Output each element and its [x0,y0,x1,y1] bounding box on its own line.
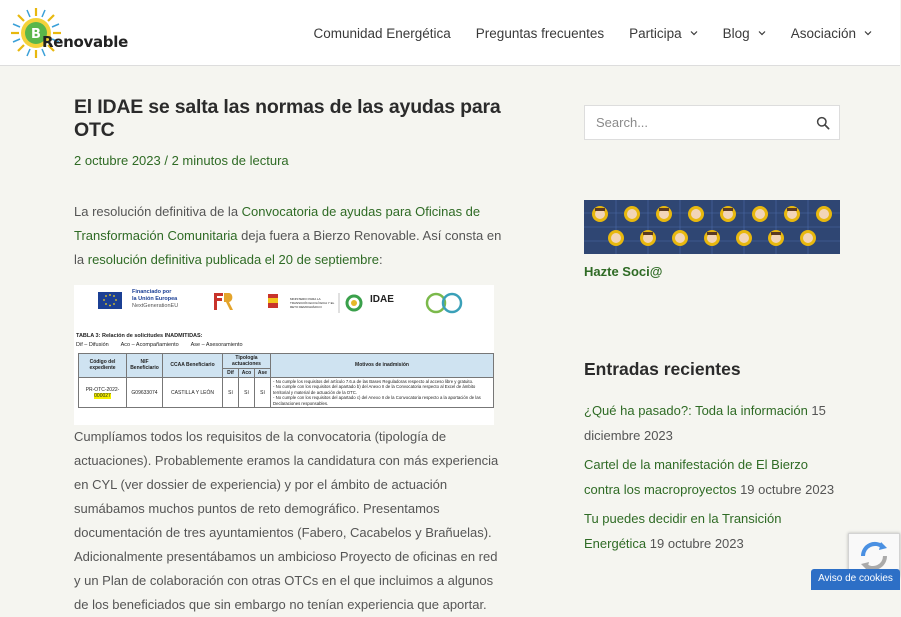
nav-comunidad-energetica[interactable] [313,26,450,41]
search-box [584,105,840,140]
chevron-down-icon [758,29,766,37]
recent-post-title: ¿Qué ha pasado?: Toda la información [584,403,808,418]
post-meta [74,153,502,168]
motivo-line: - No cumple con los requisitos del apartado c) del Anexo II de la Convocatoria respecto a la aportación de las Declaraciones responsables. [273,395,481,406]
logo-text: Renovable [42,33,128,51]
table-cell: Sí [255,377,271,408]
plan-recuperacion-logo-icon [214,293,233,310]
nav-label: Blog [722,25,750,41]
list-item [584,452,844,502]
eu-text: Financiado por [132,288,172,295]
table-subheader: Dif [223,368,239,377]
intro-paragraph [74,200,502,272]
chevron-down-icon [690,29,698,37]
code-highlight: 000027 [94,392,111,399]
idae-logo-icon [347,296,361,310]
motivo-line: - No cumple los requisitos del artículo 7.6.a de las Bases Reguladoras respecto al acceso libre y gratuito. [273,378,474,384]
eco-logo-icon [427,294,461,312]
inadmitidas-table [78,353,494,409]
recent-post-link[interactable] [584,403,808,418]
idae-text: IDAE [370,293,394,305]
meta-separator: / [160,152,172,168]
nav-label: Preguntas frecuentes [475,25,605,41]
recent-post-title: Tu puedes decidir en la Transición Energética [584,511,782,551]
site-logo[interactable] [8,6,128,60]
motivo-line: - No cumple con los requisitos del apartado b) del Anexo II de la Convocatoria respecto al Excel de ámbito territorial y material de actuación de la OTC. [273,384,476,395]
nav-preguntas-frecuentes[interactable] [476,26,604,41]
table-cell: G09633074 [127,377,163,408]
body-paragraph: Cumplíamos todos los requisitos de la convocatoria (tipología de actuaciones). Probablemente eramos la candidatura con más experiencia en CYL (ver dossier de experiencia) y por el ámbito de actuación sumábamos muchos puntos de reto demográfico. Presentamos documentación de tres ayuntamientos (Fabero, Cacabelos y Brañuelas). Adicionalmente presentábamos un ambicioso Proyecto de oficinas en red y un Plan de colaboración con otras OTCs en el que incluimos a algunos de los beneficiados que sin embargo no tenían experiencia que aportar. [74,428,499,612]
article [74,96,502,617]
list-item [584,506,844,556]
table-cell: Sí [223,377,239,408]
eu-text: NextGenerationEU [132,302,179,309]
table-subheader: Aco [239,368,255,377]
recent-posts-title: Entradas recientes [584,359,741,379]
recent-post-date: 19 octubre 2023 [649,536,744,551]
nav-label: Asociación [790,25,856,41]
table-header: NIF Beneficiario [127,353,163,377]
chevron-down-icon [864,29,872,37]
nav-blog[interactable] [723,26,766,41]
ministry-text: MINISTERIO PARA LA TRANSICIÓN ECOLÓGICA Y EL RETO DEMOGRÁFICO [290,296,335,309]
spain-ministry-crest-icon [268,294,278,308]
table-header: Código del expediente [79,353,127,377]
table-title: TABLA 3: Relación de solicitudes INADMITIDAS: [76,332,203,339]
svg-text:B: B [31,27,41,42]
post-title: El IDAE se salta las normas de las ayudas para OTC [74,96,501,142]
table-legend: Dif – Difusión Aco – Acompañamiento Ase – Asesoramiento [76,341,243,348]
table-header: Motivos de inadmisión [271,353,494,377]
table-cell [79,377,127,408]
nav-asociacion[interactable] [791,26,872,41]
resolution-document-image [74,285,494,425]
nav-label: Comunidad Energética [313,25,451,41]
table-subheader: Ase [255,368,271,377]
cookie-notice-button[interactable]: Aviso de cookies [811,569,900,590]
table-row [79,377,494,408]
table-cell: CASTILLA Y LEÓN [163,377,223,408]
code-text: PR-OTC-2022- [85,386,120,393]
table-header: CCAA Beneficiario [163,353,223,377]
eu-text: la Unión Europea [132,295,178,302]
nav-label: Participa [629,25,682,41]
convocatoria-link[interactable]: Convocatoria de ayudas para Oficinas de Transformación Comunitaria [74,203,481,243]
eu-flag-icon [98,292,122,309]
text-fragment: La resolución definitiva de la [74,203,242,219]
post-date-link[interactable]: 2 octubre 2023 [74,152,161,168]
resolucion-link[interactable]: resolución definitiva publicada el 20 de septiembre [87,251,379,267]
main-nav [313,0,872,66]
text-fragment: : [378,251,383,267]
table-cell: Sí [239,377,255,408]
reading-time: 2 minutos de lectura [171,152,289,168]
table-header: Tipología actuaciones [223,353,271,368]
text-fragment: deja fuera a Bierzo Renovable. Así consta en la [74,227,502,267]
list-item [584,398,844,448]
table-cell [271,377,494,408]
nav-participa[interactable] [629,26,698,41]
recent-post-date: 15 diciembre 2023 [584,403,826,443]
recent-posts-list [584,398,844,560]
search-icon[interactable] [816,116,830,130]
site-header [0,0,900,66]
hazte-socio-link[interactable]: Hazte Soci@ [584,264,663,279]
search-input[interactable] [585,106,805,139]
people-sun-banner-icon [584,200,840,254]
recent-post-date: 19 octubre 2023 [740,482,835,497]
recent-post-title: Cartel de la manifestación de El Bierzo contra los macroproyectos [584,457,809,497]
socios-banner-image[interactable] [584,200,840,254]
